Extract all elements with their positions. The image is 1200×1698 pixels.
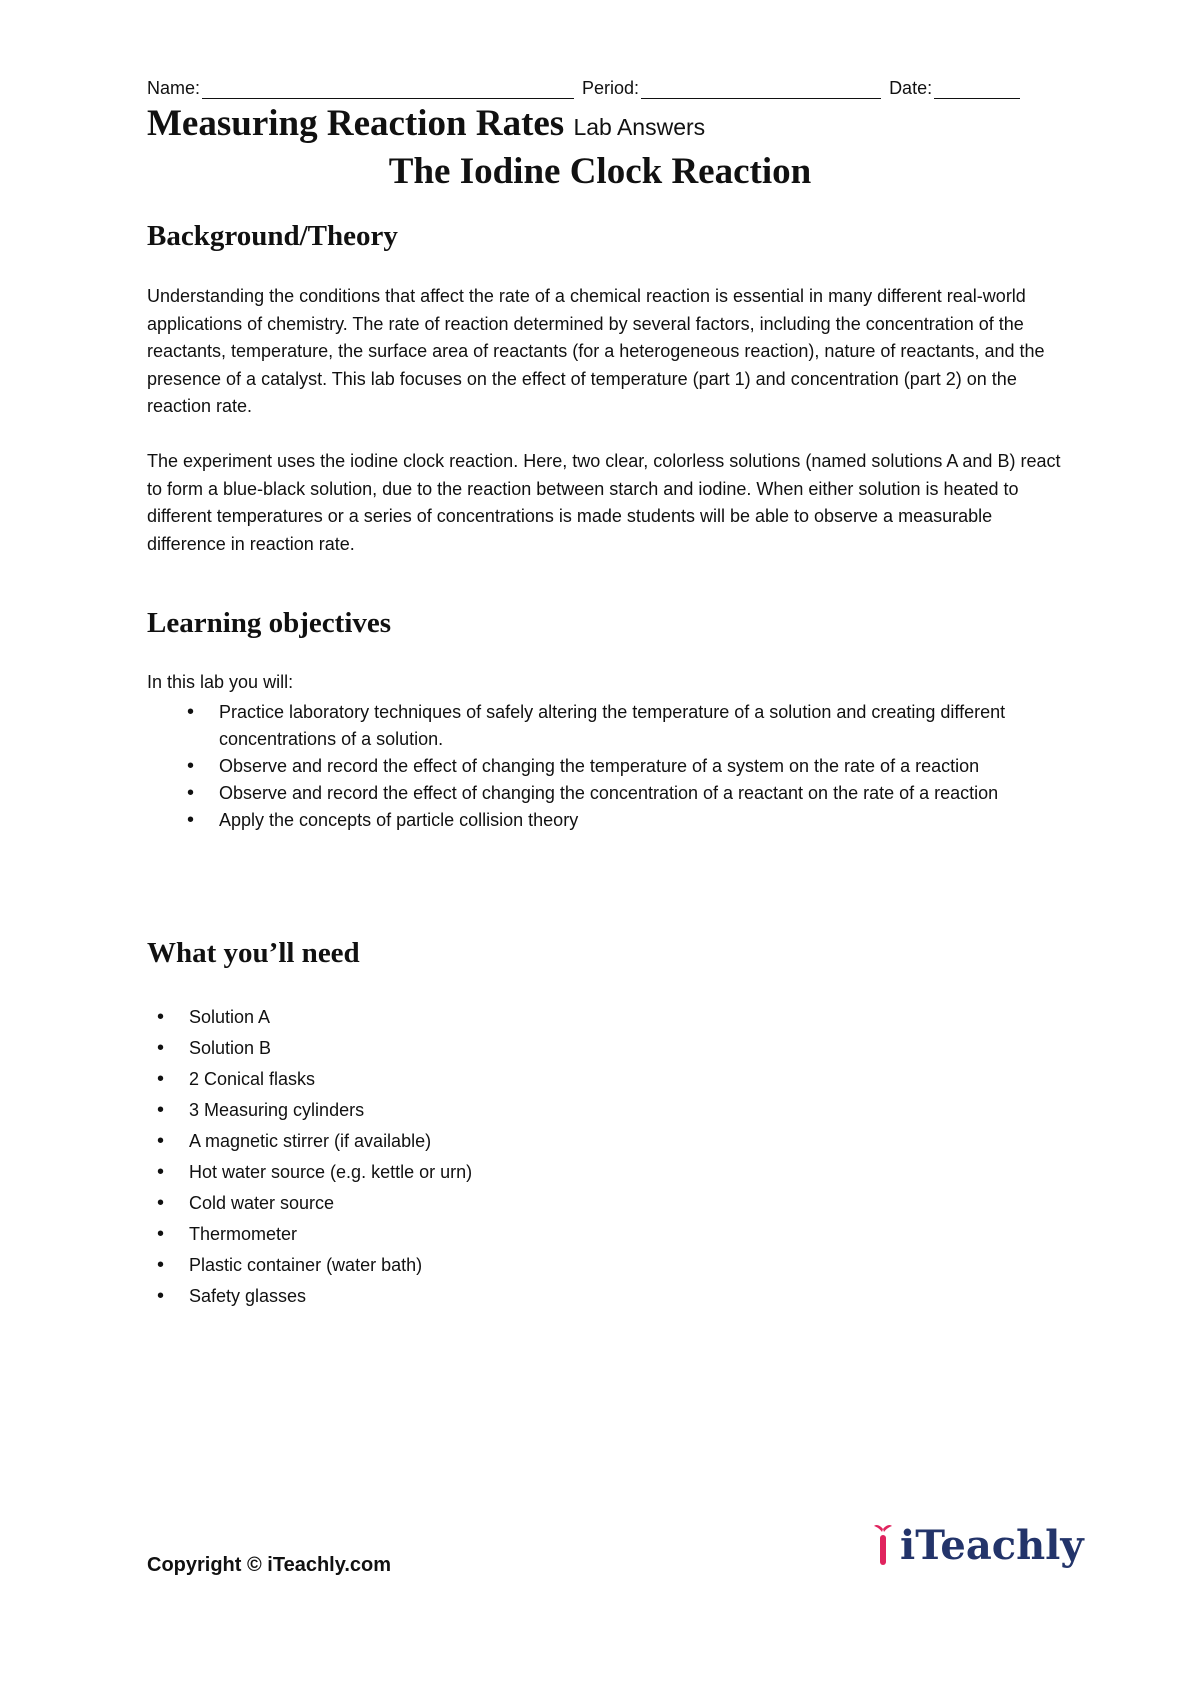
background-heading: Background/Theory [147, 220, 398, 252]
needs-item: • Thermometer [147, 1219, 747, 1250]
date-blank [934, 80, 1020, 99]
student-info-line [147, 78, 1057, 99]
needs-list [147, 1002, 747, 1312]
objective-item: • Apply the concepts of particle collision theory [147, 807, 1067, 834]
needs-item: • Plastic container (water bath) [147, 1250, 747, 1281]
copyright-notice: Copyright © iTeachly.com [147, 1554, 392, 1576]
needs-heading: What you’ll need [147, 937, 360, 969]
objectives-heading: Learning objectives [147, 607, 392, 639]
iteachly-logo [870, 1522, 1084, 1569]
needs-item: • Safety glasses [147, 1281, 747, 1312]
background-paragraph-1: Understanding the conditions that affect the rate of a chemical reaction is essential in many different real-world applications of chemistry. The rate of reaction determined by several factors, including the concentration of the reactants, temperature, the surface area of reactants (for a heterogeneous reaction), nature of reactants, and the presence of a catalyst. This lab focuses on the effect of temperature (part 1) and concentration (part 2) on the reaction rate. [147, 286, 1045, 416]
objective-item: • Practice laboratory techniques of safely altering the temperature of a solution and creating different concentrations of a solution. [147, 699, 1067, 753]
name-blank [202, 80, 574, 99]
needs-item: • Cold water source [147, 1188, 747, 1219]
date-label: Date: [889, 78, 933, 98]
logo-text: iTeachly [900, 1522, 1084, 1569]
title-main: Measuring Reaction Rates [147, 103, 565, 144]
needs-item: • A magnetic stirrer (if available) [147, 1126, 747, 1157]
page-title [147, 102, 705, 145]
objectives-list [147, 699, 1067, 834]
needs-item: • Solution B [147, 1033, 747, 1064]
objective-item: • Observe and record the effect of changing the concentration of a reactant on the rate of a reaction [147, 780, 1067, 807]
background-paragraph-2: The experiment uses the iodine clock reaction. Here, two clear, colorless solutions (named solutions A and B) react to form a blue-black solution, due to the reaction between starch and iodine. When either solution is heated to different temperatures or a series of concentrations is made students will be able to observe a measurable difference in reaction rate. [147, 451, 1061, 554]
needs-item: • 3 Measuring cylinders [147, 1095, 747, 1126]
title-suffix: Lab Answers [573, 114, 706, 140]
needs-item: • Hot water source (e.g. kettle or urn) [147, 1157, 747, 1188]
needs-item: • Solution A [147, 1002, 747, 1033]
objective-item: • Observe and record the effect of changing the temperature of a system on the rate of a reaction [147, 753, 1067, 780]
apple-logo-icon [870, 1523, 896, 1569]
needs-item: • 2 Conical flasks [147, 1064, 747, 1095]
period-label: Period: [582, 78, 640, 98]
page-subtitle: The Iodine Clock Reaction [388, 151, 812, 192]
objectives-intro: In this lab you will: [147, 672, 294, 692]
period-blank [641, 80, 881, 99]
name-label: Name: [147, 78, 201, 98]
